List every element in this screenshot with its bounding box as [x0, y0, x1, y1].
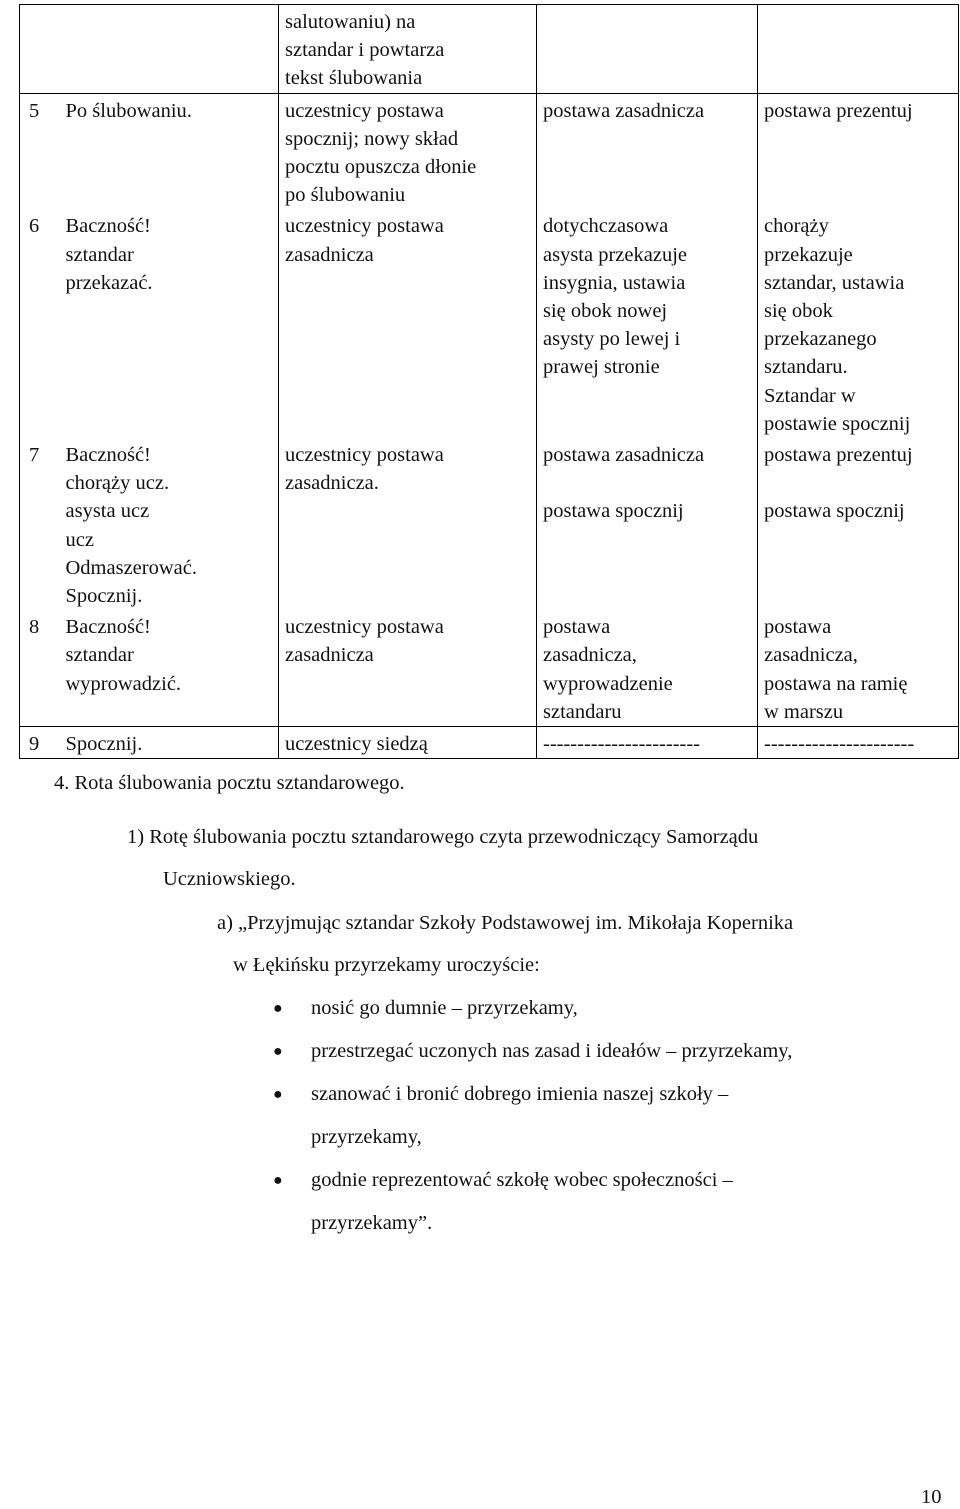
- command-text: Baczność! sztandar przekazać.: [65, 215, 153, 294]
- table-row: [20, 438, 959, 610]
- participants-cell: [279, 610, 537, 726]
- command-cell: [66, 5, 279, 94]
- assistant-text: postawa zasadnicza, wyprowadzenie sztandaru: [543, 616, 673, 723]
- paragraph-line: 1) Rotę ślubowania pocztu sztandarowego czyta przewodniczący Samorządu: [127, 826, 759, 848]
- vow-text: przestrzegać uczonych nas zasad i ideałów – przyrzekamy,: [311, 1040, 793, 1062]
- participants-text: uczestnicy postawa zasadnicza: [285, 616, 444, 667]
- assistant-text: postawa zasadnicza: [543, 99, 705, 122]
- participants-text: uczestnicy siedzą: [285, 733, 428, 756]
- bearer-cell: [758, 5, 959, 94]
- vow-text: nosić go dumnie – przyrzekamy,: [311, 997, 578, 1019]
- row-number-cell: [20, 610, 66, 726]
- page-number: 10: [921, 1486, 942, 1508]
- assistant-cell: [537, 438, 758, 610]
- bearer-cell: [758, 93, 959, 209]
- cell-spacer: [764, 469, 952, 497]
- row-number: 5: [29, 99, 40, 122]
- list-item: [0, 1030, 960, 1073]
- bearer-cell: [758, 438, 959, 610]
- bullet-dot-icon: ●: [273, 1172, 283, 1189]
- command-text: Po ślubowaniu.: [65, 99, 192, 122]
- participants-text: uczestnicy postawa zasadnicza: [285, 215, 444, 266]
- participants-text: salutowaniu) na sztandar i powtarza tekst ślubowania: [285, 11, 445, 90]
- bearer-text: postawa zasadnicza, postawa na ramię w marszu: [764, 616, 908, 723]
- assistant-cell: [537, 5, 758, 94]
- bullet-dot-icon: ●: [273, 1000, 283, 1017]
- command-text: Baczność! sztandar wyprowadzić.: [65, 616, 182, 695]
- vow-text: godnie reprezentować szkołę wobec społeczności –: [311, 1169, 733, 1191]
- assistant-dashes: -----------------------: [543, 733, 701, 756]
- participants-cell: [279, 727, 537, 759]
- section-heading: 4. Rota ślubowania pocztu sztandarowego.: [54, 772, 405, 794]
- assistant-cell: [537, 610, 758, 726]
- list-item: [0, 1159, 960, 1245]
- assistant-text: postawa zasadnicza: [543, 444, 705, 467]
- command-cell: [66, 93, 279, 209]
- command-cell: [66, 610, 279, 726]
- command-cell: [66, 438, 279, 610]
- vow-list: [0, 987, 960, 1245]
- table-row: [20, 93, 959, 209]
- bullet-dot-icon: ●: [273, 1043, 283, 1060]
- assistant-cell: [537, 93, 758, 209]
- bearer-text-secondary: postawa spocznij: [764, 500, 905, 523]
- row-number-cell: [20, 5, 66, 94]
- ceremony-table: [19, 4, 959, 759]
- vow-text: szanować i bronić dobrego imienia naszej szkoły –: [311, 1083, 729, 1105]
- row-number: 9: [29, 733, 40, 756]
- oath-intro-line: a) „Przyjmując sztandar Szkoły Podstawowej im. Mikołaja Kopernika: [217, 912, 794, 934]
- vow-text-continued: przyrzekamy,: [311, 1126, 422, 1148]
- command-text: Spocznij.: [65, 733, 143, 756]
- participants-cell: [279, 5, 537, 94]
- assistant-text: dotychczasowa asysta przekazuje insygnia, ustawia się obok nowej asysty po lewej i prawej stronie: [543, 215, 687, 379]
- vow-text-continued: przyrzekamy”.: [311, 1212, 433, 1234]
- row-number-cell: [20, 209, 66, 438]
- bearer-text: postawa prezentuj: [764, 444, 913, 467]
- bearer-dashes: ----------------------: [764, 733, 915, 756]
- table-row: [20, 727, 959, 759]
- participants-text: uczestnicy postawa spocznij; nowy skład pocztu opuszcza dłonie po ślubowaniu: [285, 99, 477, 207]
- command-cell: [66, 209, 279, 438]
- table-row: [20, 5, 959, 94]
- table-row: [20, 610, 959, 726]
- oath-intro: [217, 902, 937, 986]
- bearer-text: chorąży przekazuje sztandar, ustawia się obok przekazanego sztandaru. Sztandar w postawie spocznij: [764, 215, 911, 435]
- cell-spacer: [543, 469, 751, 497]
- participants-cell: [279, 93, 537, 209]
- assistant-cell: [537, 727, 758, 759]
- bullet-dot-icon: ●: [273, 1086, 283, 1103]
- oath-reader-paragraph: [127, 816, 927, 900]
- participants-text: uczestnicy postawa zasadnicza.: [285, 444, 444, 495]
- participants-cell: [279, 438, 537, 610]
- oath-intro-line-continued: w Łękińsku przyrzekamy uroczyście:: [233, 954, 540, 976]
- row-number-cell: [20, 438, 66, 610]
- table-row: [20, 209, 959, 438]
- row-number-cell: [20, 727, 66, 759]
- row-number: 6: [29, 215, 40, 238]
- paragraph-line-continued: Uczniowskiego.: [163, 868, 296, 890]
- bearer-text: postawa prezentuj: [764, 99, 913, 122]
- assistant-cell: [537, 209, 758, 438]
- row-number: 8: [29, 616, 40, 639]
- bearer-cell: [758, 209, 959, 438]
- list-item: [0, 987, 960, 1030]
- list-item: [0, 1073, 960, 1159]
- row-number: 7: [29, 444, 40, 467]
- bearer-cell: [758, 727, 959, 759]
- row-number-cell: [20, 93, 66, 209]
- command-text: Baczność! chorąży ucz. asysta ucz ucz Odmaszerować. Spocznij.: [65, 444, 197, 608]
- assistant-text-secondary: postawa spocznij: [543, 500, 684, 523]
- command-cell: [66, 727, 279, 759]
- participants-cell: [279, 209, 537, 438]
- bearer-cell: [758, 610, 959, 726]
